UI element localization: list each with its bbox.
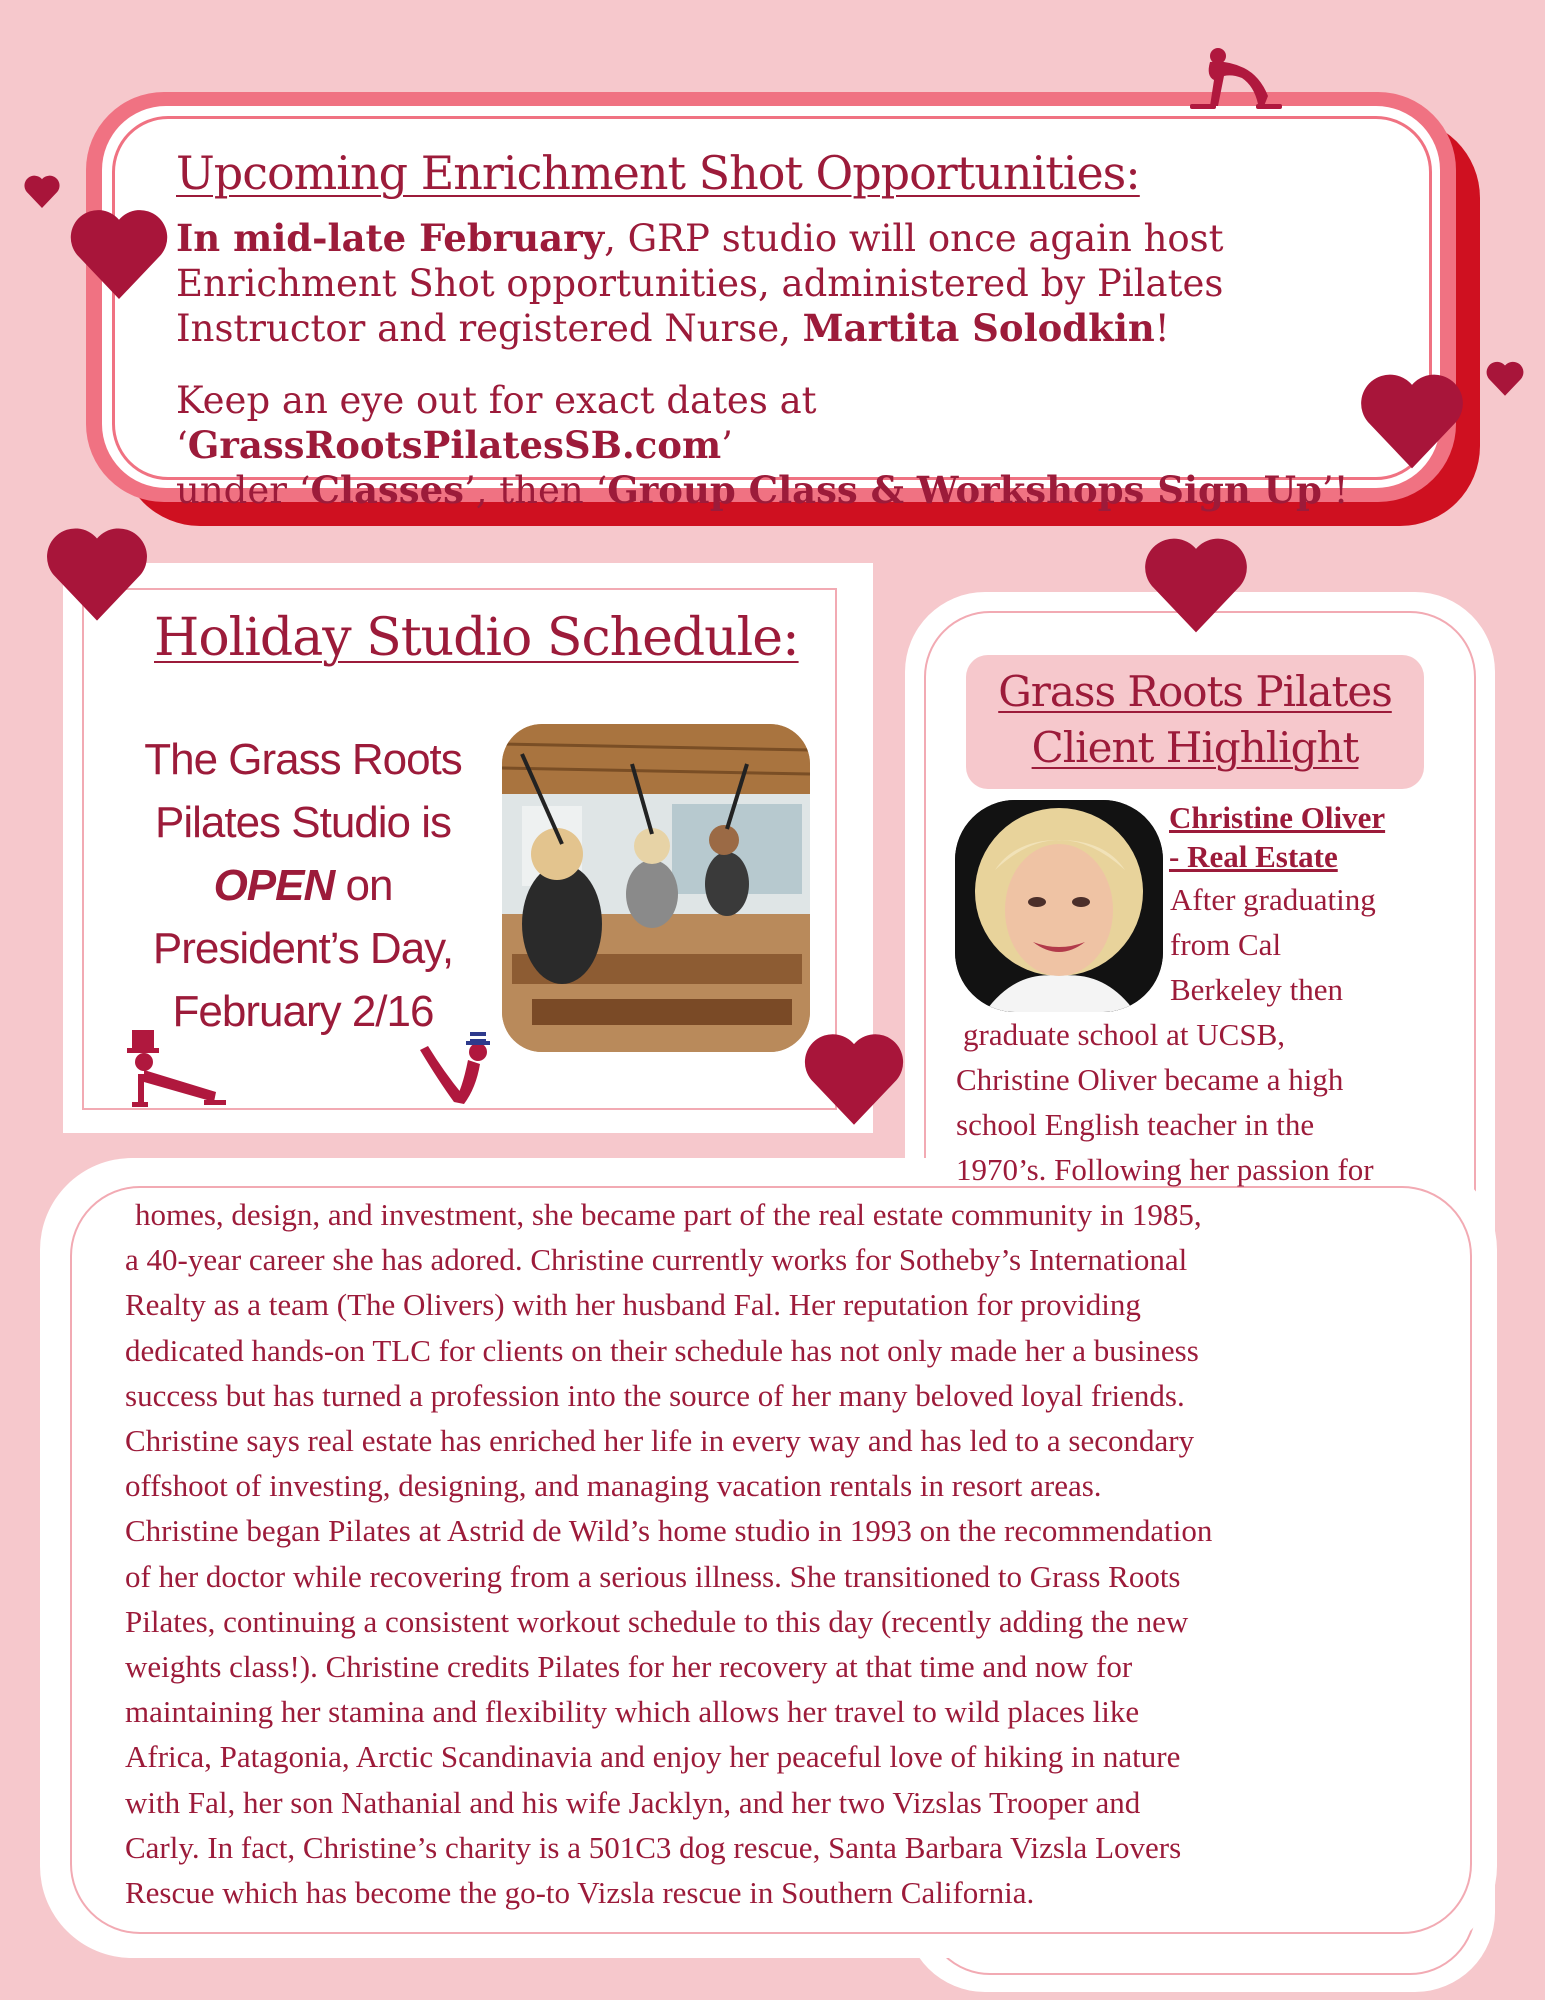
story-line: of her doctor while recovering from a serious illness. She transitioned to Grass Roots: [125, 1558, 1181, 1594]
holiday-announcement: The Grass Roots Pilates Studio is OPEN on President’s Day, February 2/16: [144, 735, 462, 1036]
story-line: maintaining her stamina and flexibility which allows her travel to wild places like: [125, 1694, 1140, 1730]
client-bio-line: from Cal: [1170, 927, 1282, 962]
story-line: Carly. In fact, Christine’s charity is a 501C3 dog rescue, Santa Barbara Vizsla Lovers: [125, 1829, 1182, 1865]
enrichment-paragraph-2: Keep an eye out for exact dates at ‘GrassRootsPilatesSB.com’ under ‘Classes’, then ‘Group Class & Workshops Sign Up’!: [176, 379, 1349, 512]
nurse-name: Martita Solodkin: [802, 306, 1155, 350]
heart-icon: [1484, 358, 1526, 400]
classes-link[interactable]: Classes: [310, 468, 464, 512]
story-line: Christine says real estate has enriched her life in every way and has led to a secondary: [125, 1423, 1195, 1459]
enrichment-date: In mid-late February: [176, 216, 605, 260]
holiday-title: Holiday Studio Schedule:: [154, 608, 799, 668]
story-line: success but has turned a profession into the source of her many beloved loyal friends.: [125, 1377, 1185, 1413]
open-word: OPEN: [213, 861, 335, 910]
client-bio-line: Christine Oliver became a high: [956, 1062, 1344, 1097]
story-line: Realty as a team (The Olivers) with her husband Fal. Her reputation for providing: [125, 1287, 1141, 1323]
heart-icon: [1354, 364, 1470, 480]
client-story-text: [125, 1192, 1435, 1915]
enrichment-paragraph-1: In mid-late February, GRP studio will once again host Enrichment Shot opportunities, administered by Pilates Instructor and registered Nurse, Martita Solodkin!: [176, 216, 1224, 350]
heart-icon: [798, 1024, 910, 1136]
heart-icon: [40, 518, 154, 632]
client-bio-line: 1970’s. Following her passion for: [956, 1152, 1374, 1187]
story-line: dedicated hands-on TLC for clients on their schedule has not only made her a business: [125, 1332, 1199, 1368]
heart-icon: [64, 200, 174, 310]
client-highlight-title: Grass Roots Pilates Client Highlight: [998, 667, 1392, 772]
teaser-figure-icon: [418, 1030, 500, 1110]
client-photo: [955, 800, 1163, 1012]
plank-figure-icon: [124, 1030, 228, 1110]
website-link[interactable]: GrassRootsPilatesSB.com: [187, 423, 722, 467]
story-line: offshoot of investing, designing, and managing vacation rentals in resort areas.: [125, 1468, 1102, 1504]
story-line: homes, design, and investment, she became part of the real estate community in 1985,: [135, 1197, 1202, 1232]
client-name: Christine Oliver - Real Estate: [1169, 800, 1386, 874]
client-bio-line: After graduating: [1170, 882, 1376, 917]
story-line: with Fal, her son Nathanial and his wife Jacklyn, and her two Vizslas Trooper and: [125, 1784, 1141, 1820]
enrichment-title: Upcoming Enrichment Shot Opportunities:: [176, 146, 1140, 200]
heart-icon: [22, 172, 62, 212]
story-line: a 40-year career she has adored. Christine currently works for Sotheby’s International: [125, 1242, 1188, 1278]
story-line: Africa, Patagonia, Arctic Scandinavia and enjoy her peaceful love of hiking in nature: [125, 1739, 1181, 1775]
story-line: weights class!). Christine credits Pilates for her recovery at that time and now for: [125, 1649, 1133, 1685]
client-bio-line: Berkeley then: [1170, 972, 1344, 1007]
story-line: Christine began Pilates at Astrid de Wild’s home studio in 1993 on the recommendation: [125, 1513, 1213, 1549]
story-line: Rescue which has become the go-to Vizsla rescue in Southern California.: [125, 1875, 1035, 1911]
client-bio-line: graduate school at UCSB,: [963, 1017, 1286, 1052]
story-line: Pilates, continuing a consistent workout schedule to this day (recently adding the new: [125, 1603, 1189, 1639]
studio-photo: [502, 724, 810, 1052]
client-bio-line: school English teacher in the: [956, 1107, 1315, 1142]
pilates-stretch-figure-icon: [1188, 46, 1288, 116]
heart-icon: [1138, 528, 1254, 644]
signup-link[interactable]: Group Class & Workshops Sign Up: [607, 468, 1322, 512]
